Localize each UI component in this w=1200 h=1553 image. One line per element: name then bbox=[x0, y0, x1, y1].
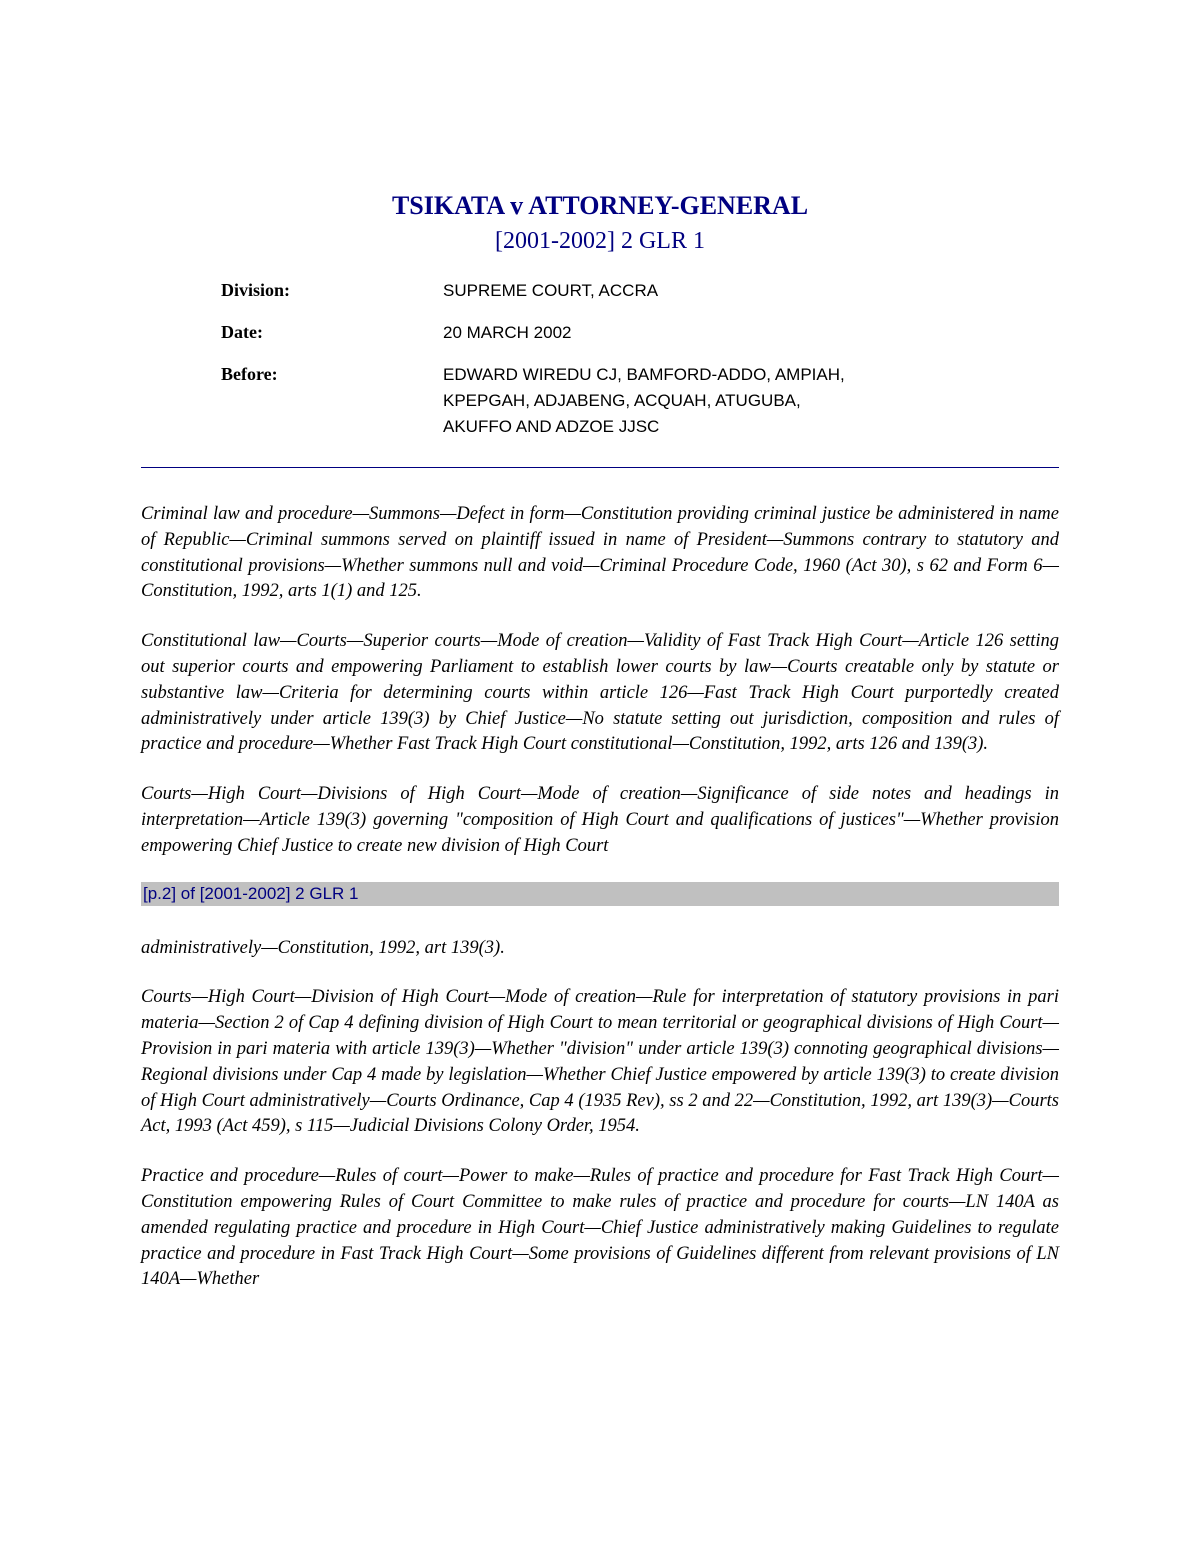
meta-row-before bbox=[221, 362, 1059, 440]
case-citation: [2001-2002] 2 GLR 1 bbox=[495, 228, 705, 254]
meta-label: Date: bbox=[221, 322, 263, 342]
meta-value: SUPREME COURT, ACCRA bbox=[443, 281, 659, 300]
case-title: TSIKATA v ATTORNEY-GENERAL bbox=[391, 191, 809, 220]
meta-value: 20 MARCH 2002 bbox=[443, 323, 572, 342]
headnote-paragraph: Courts—High Court—Division of High Court—Mode of creation—Rule for interpretation of statutory provisions in pari materia—Section 2 of Cap 4 defining division of High Court to mean territorial or geographical divisions of High Court—Provision in pari materia with article 139(3)—Whether "division" under article 139(3) connoting geographical divisions—Regional divisions under Cap 4 made by legislation—Whether Chief Justice empowered by article 139(3) to create division of High Court administratively—Courts Ordinance, Cap 4 (1935 Rev), ss 2 and 22—Constitution, 1992, art 139(3)—Courts Act, 1993 (Act 459), s 115—Judicial Divisions Colony Order, 1954. bbox=[141, 987, 1059, 1137]
headnote-paragraph: Criminal law and procedure—Summons—Defect in form—Constitution providing criminal justice be administered in name of Republic—Criminal summons served on plaintiff issued in name of President—Summons contrary to statutory and constitutional provisions—Whether summons null and void—Criminal Procedure Code, 1960 (Act 30), s 62 and Form 6—Constitution, 1992, arts 1(1) and 125. bbox=[141, 504, 1059, 602]
divider-rule bbox=[141, 467, 1059, 468]
meta-label: Division: bbox=[221, 280, 291, 300]
headnotes-section-page2 bbox=[141, 936, 1059, 1294]
meta-row-date bbox=[221, 320, 1059, 346]
headnote-paragraph: Courts—High Court—Divisions of High Court—Mode of creation—Significance of side notes and headings in interpretation—Article 139(3) governing "composition of High Court and qualifications of justices"—Whether provision empowering Chief Justice to create new division of High Court bbox=[141, 784, 1059, 856]
meta-row-division bbox=[221, 278, 1059, 304]
headnote-paragraph: administratively—Constitution, 1992, art 139(3). bbox=[141, 937, 505, 958]
headnote-paragraph: Practice and procedure—Rules of court—Power to make—Rules of practice and procedure for Fast Track High Court—Constitution empowering Rules of Court Committee to make rules of practice and procedure for courts—LN 140A as amended regulating practice and procedure in High Court—Chief Justice administratively making Guidelines to regulate practice and procedure in Fast Track High Court—Some provisions of Guidelines different from relevant provisions of LN 140A—Whether bbox=[141, 1166, 1059, 1290]
meta-value: EDWARD WIREDU CJ, BAMFORD-ADDO, AMPIAH, KPEPGAH, ADJABENG, ACQUAH, ATUGUBA, AKUFFO AND ADZOE JJSC bbox=[443, 365, 845, 436]
document-page bbox=[141, 190, 1059, 1293]
headnotes-section-page1 bbox=[141, 502, 1059, 860]
page-marker: [p.2] of [2001-2002] 2 GLR 1 bbox=[141, 882, 1059, 906]
case-metadata bbox=[221, 278, 1059, 440]
headnote-paragraph: Constitutional law—Courts—Superior courts—Mode of creation—Validity of Fast Track High Court—Article 126 setting out superior courts and empowering Parliament to establish lower courts by law—Courts creatable only by statute or substantive law—Criteria for determining courts within article 126—Fast Track High Court purportedly created administratively under article 139(3) by Chief Justice—No statute setting out jurisdiction, composition and rules of practice and procedure—Whether Fast Track High Court constitutional—Constitution, 1992, arts 126 and 139(3). bbox=[141, 631, 1059, 755]
meta-label: Before: bbox=[221, 364, 278, 384]
